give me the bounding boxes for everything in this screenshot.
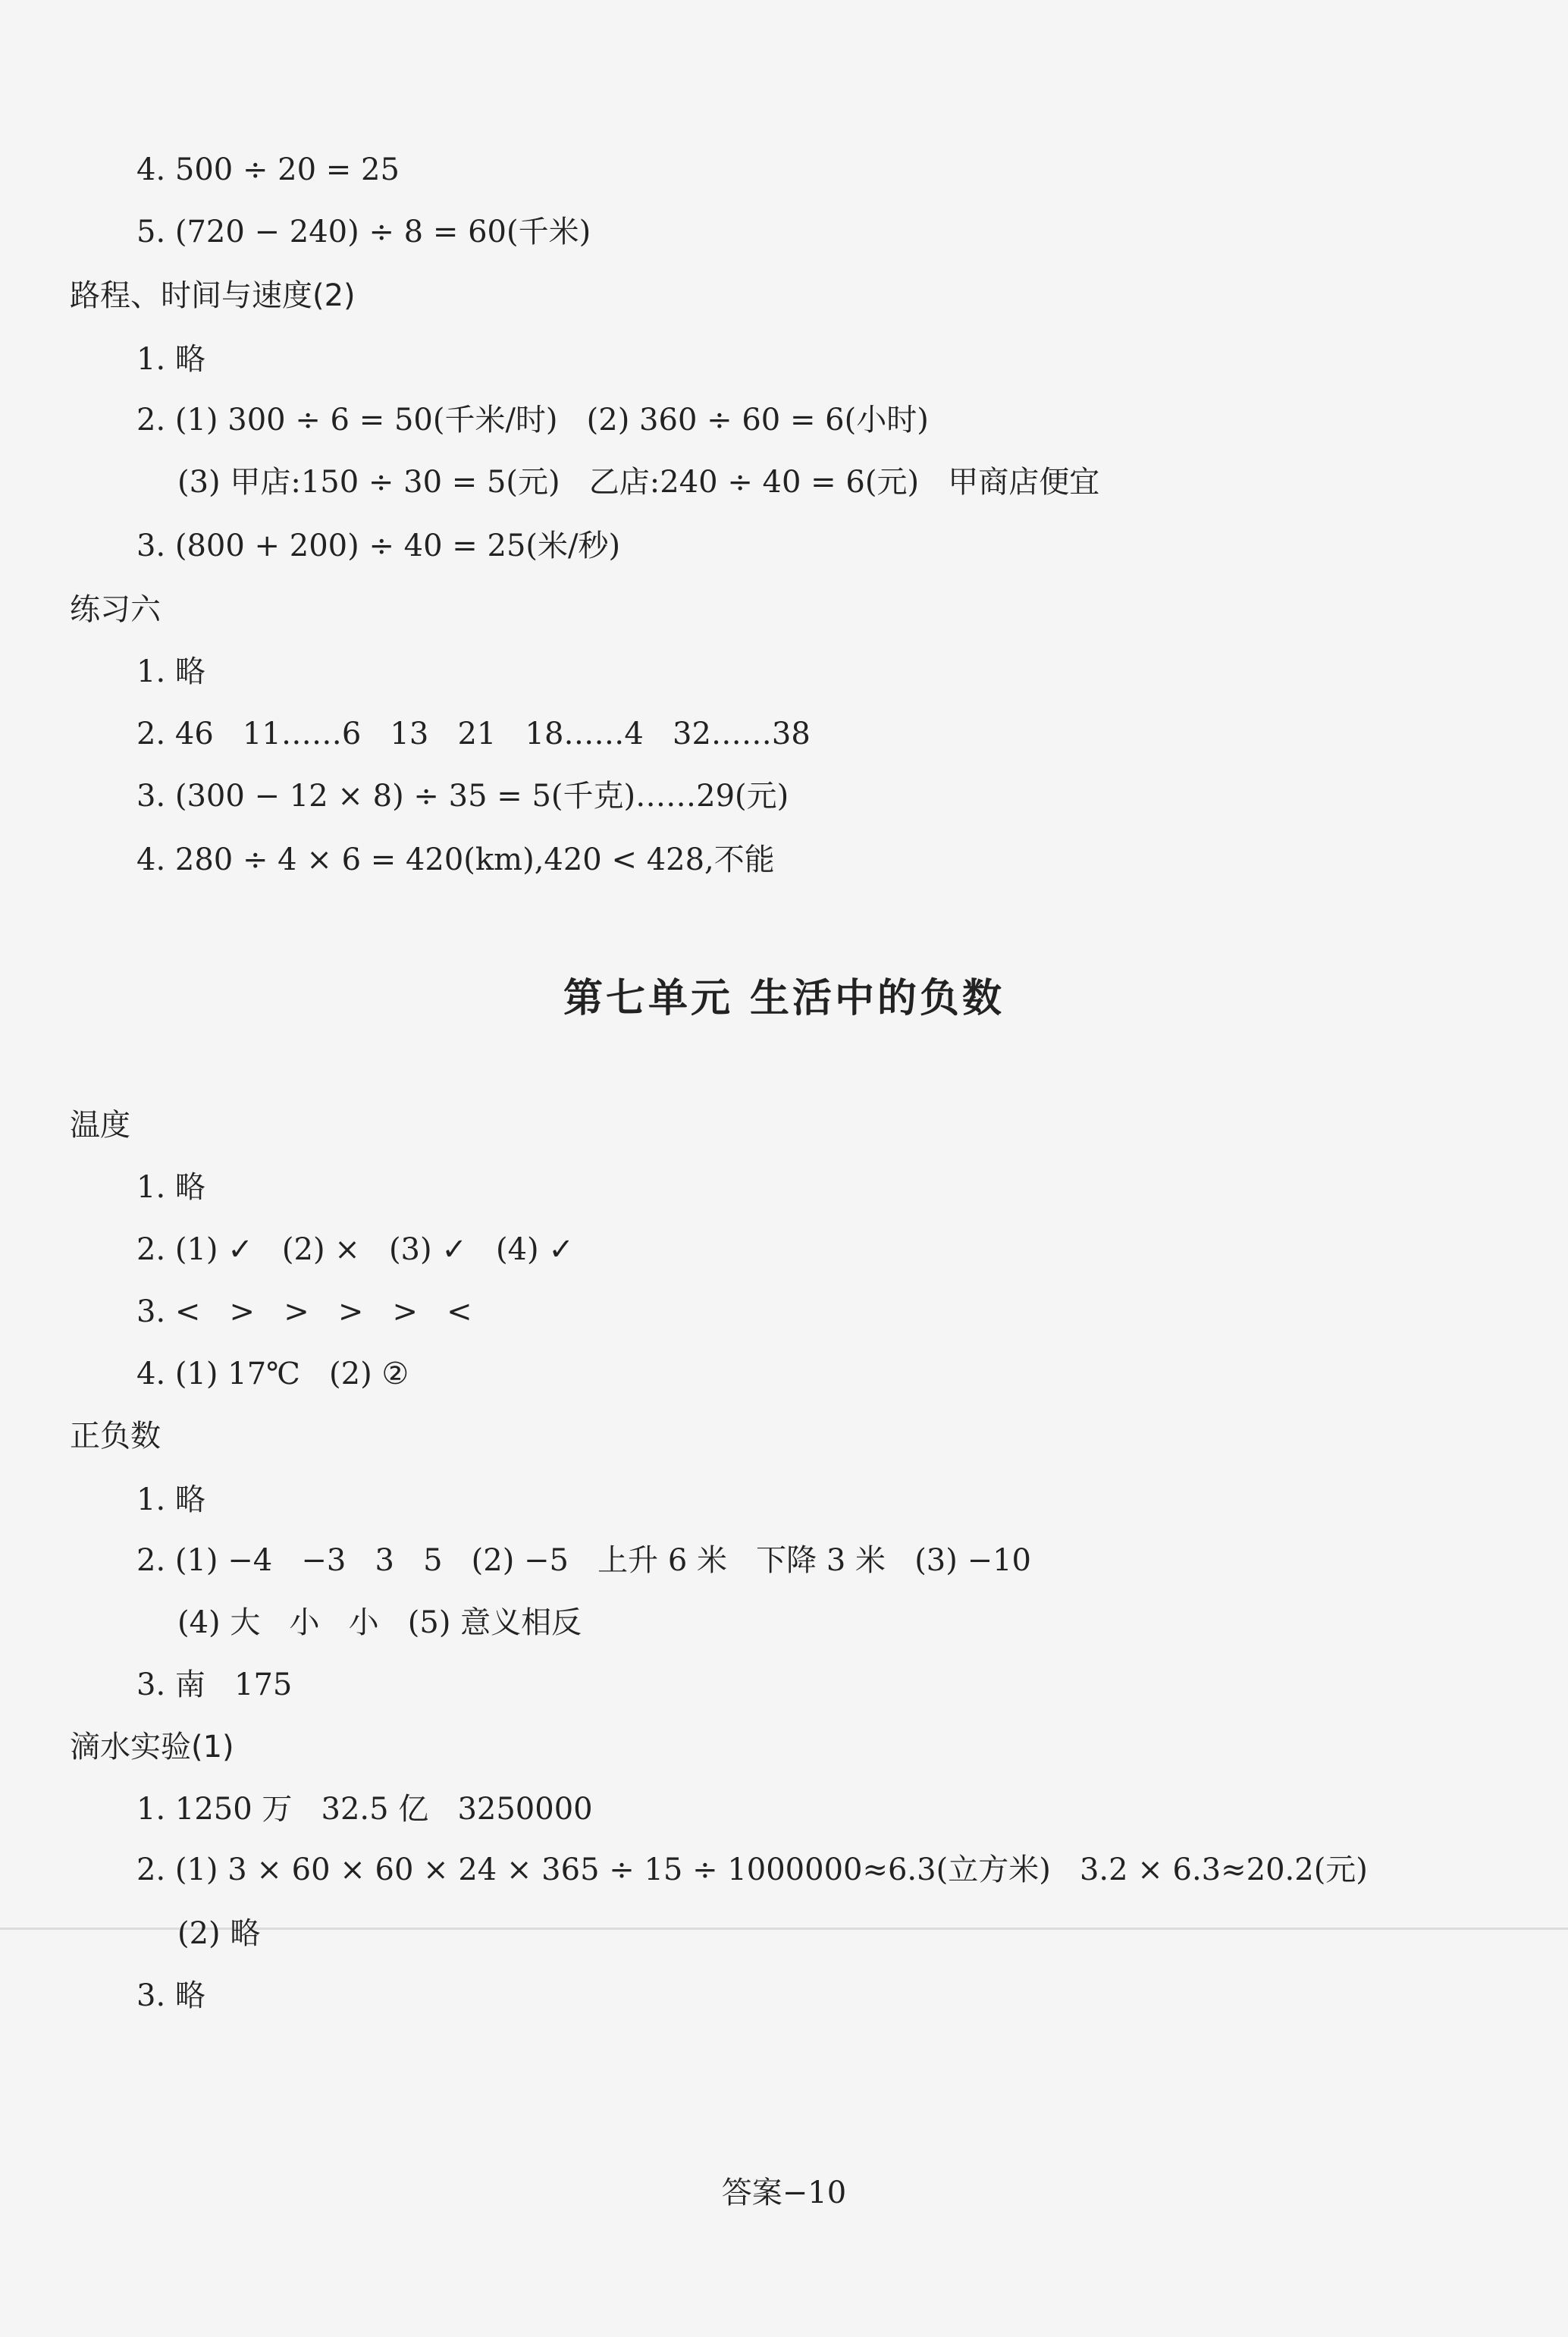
answer-line: 4. 500 ÷ 20 = 25 bbox=[136, 152, 400, 187]
answer-subline: (3) 甲店:150 ÷ 30 = 5(元) 乙店:240 ÷ 40 = 6(元) 甲商店便宜 bbox=[177, 465, 1100, 500]
answer-line: 3. 略 bbox=[136, 1978, 205, 2013]
answer-line: 3. < > > > > < bbox=[136, 1294, 472, 1329]
answer-line: 4. 280 ÷ 4 × 6 = 420(km),420 < 428,不能 bbox=[136, 842, 775, 877]
answer-subline: (2) 略 bbox=[177, 1916, 261, 1951]
section-heading: 温度 bbox=[70, 1108, 130, 1143]
section-heading: 路程、时间与速度(2) bbox=[70, 278, 356, 313]
unit-title: 第七单元 生活中的负数 bbox=[563, 976, 1005, 1021]
section-heading: 滴水实验(1) bbox=[70, 1730, 234, 1765]
page-number: 答案−10 bbox=[721, 2175, 847, 2210]
answer-line: 1. 略 bbox=[136, 654, 205, 689]
answer-line: 2. (1) 3 × 60 × 60 × 24 × 365 ÷ 15 ÷ 1000000≈6.3(立方米) 3.2 × 6.3≈20.2(元) bbox=[136, 1852, 1368, 1887]
answer-subline: (4) 大 小 小 (5) 意义相反 bbox=[177, 1605, 582, 1640]
answer-line: 1. 略 bbox=[136, 1482, 205, 1517]
answer-line: 3. (800 + 200) ÷ 40 = 25(米/秒) bbox=[136, 529, 621, 563]
answer-line: 1. 1250 万 32.5 亿 3250000 bbox=[136, 1792, 593, 1827]
answer-line: 3. (300 − 12 × 8) ÷ 35 = 5(千克)……29(元) bbox=[136, 779, 789, 814]
answer-line: 1. 略 bbox=[136, 342, 205, 377]
section-heading: 正负数 bbox=[70, 1419, 161, 1454]
answer-line: 3. 南 175 bbox=[136, 1667, 293, 1702]
answer-line: 2. (1) −4 −3 3 5 (2) −5 上升 6 米 下降 3 米 (3) −10 bbox=[136, 1543, 1031, 1578]
answer-line: 5. (720 − 240) ÷ 8 = 60(千米) bbox=[136, 215, 591, 249]
answer-line: 2. 46 11……6 13 21 18……4 32……38 bbox=[136, 717, 811, 751]
answer-line: 2. (1) 300 ÷ 6 = 50(千米/时) (2) 360 ÷ 60 = 6(小时) bbox=[136, 403, 929, 438]
answer-line: 2. (1) ✓ (2) × (3) ✓ (4) ✓ bbox=[136, 1232, 574, 1267]
answer-line: 1. 略 bbox=[136, 1170, 205, 1205]
section-heading: 练习六 bbox=[70, 592, 161, 627]
answer-line: 4. (1) 17℃ (2) ② bbox=[136, 1357, 409, 1391]
